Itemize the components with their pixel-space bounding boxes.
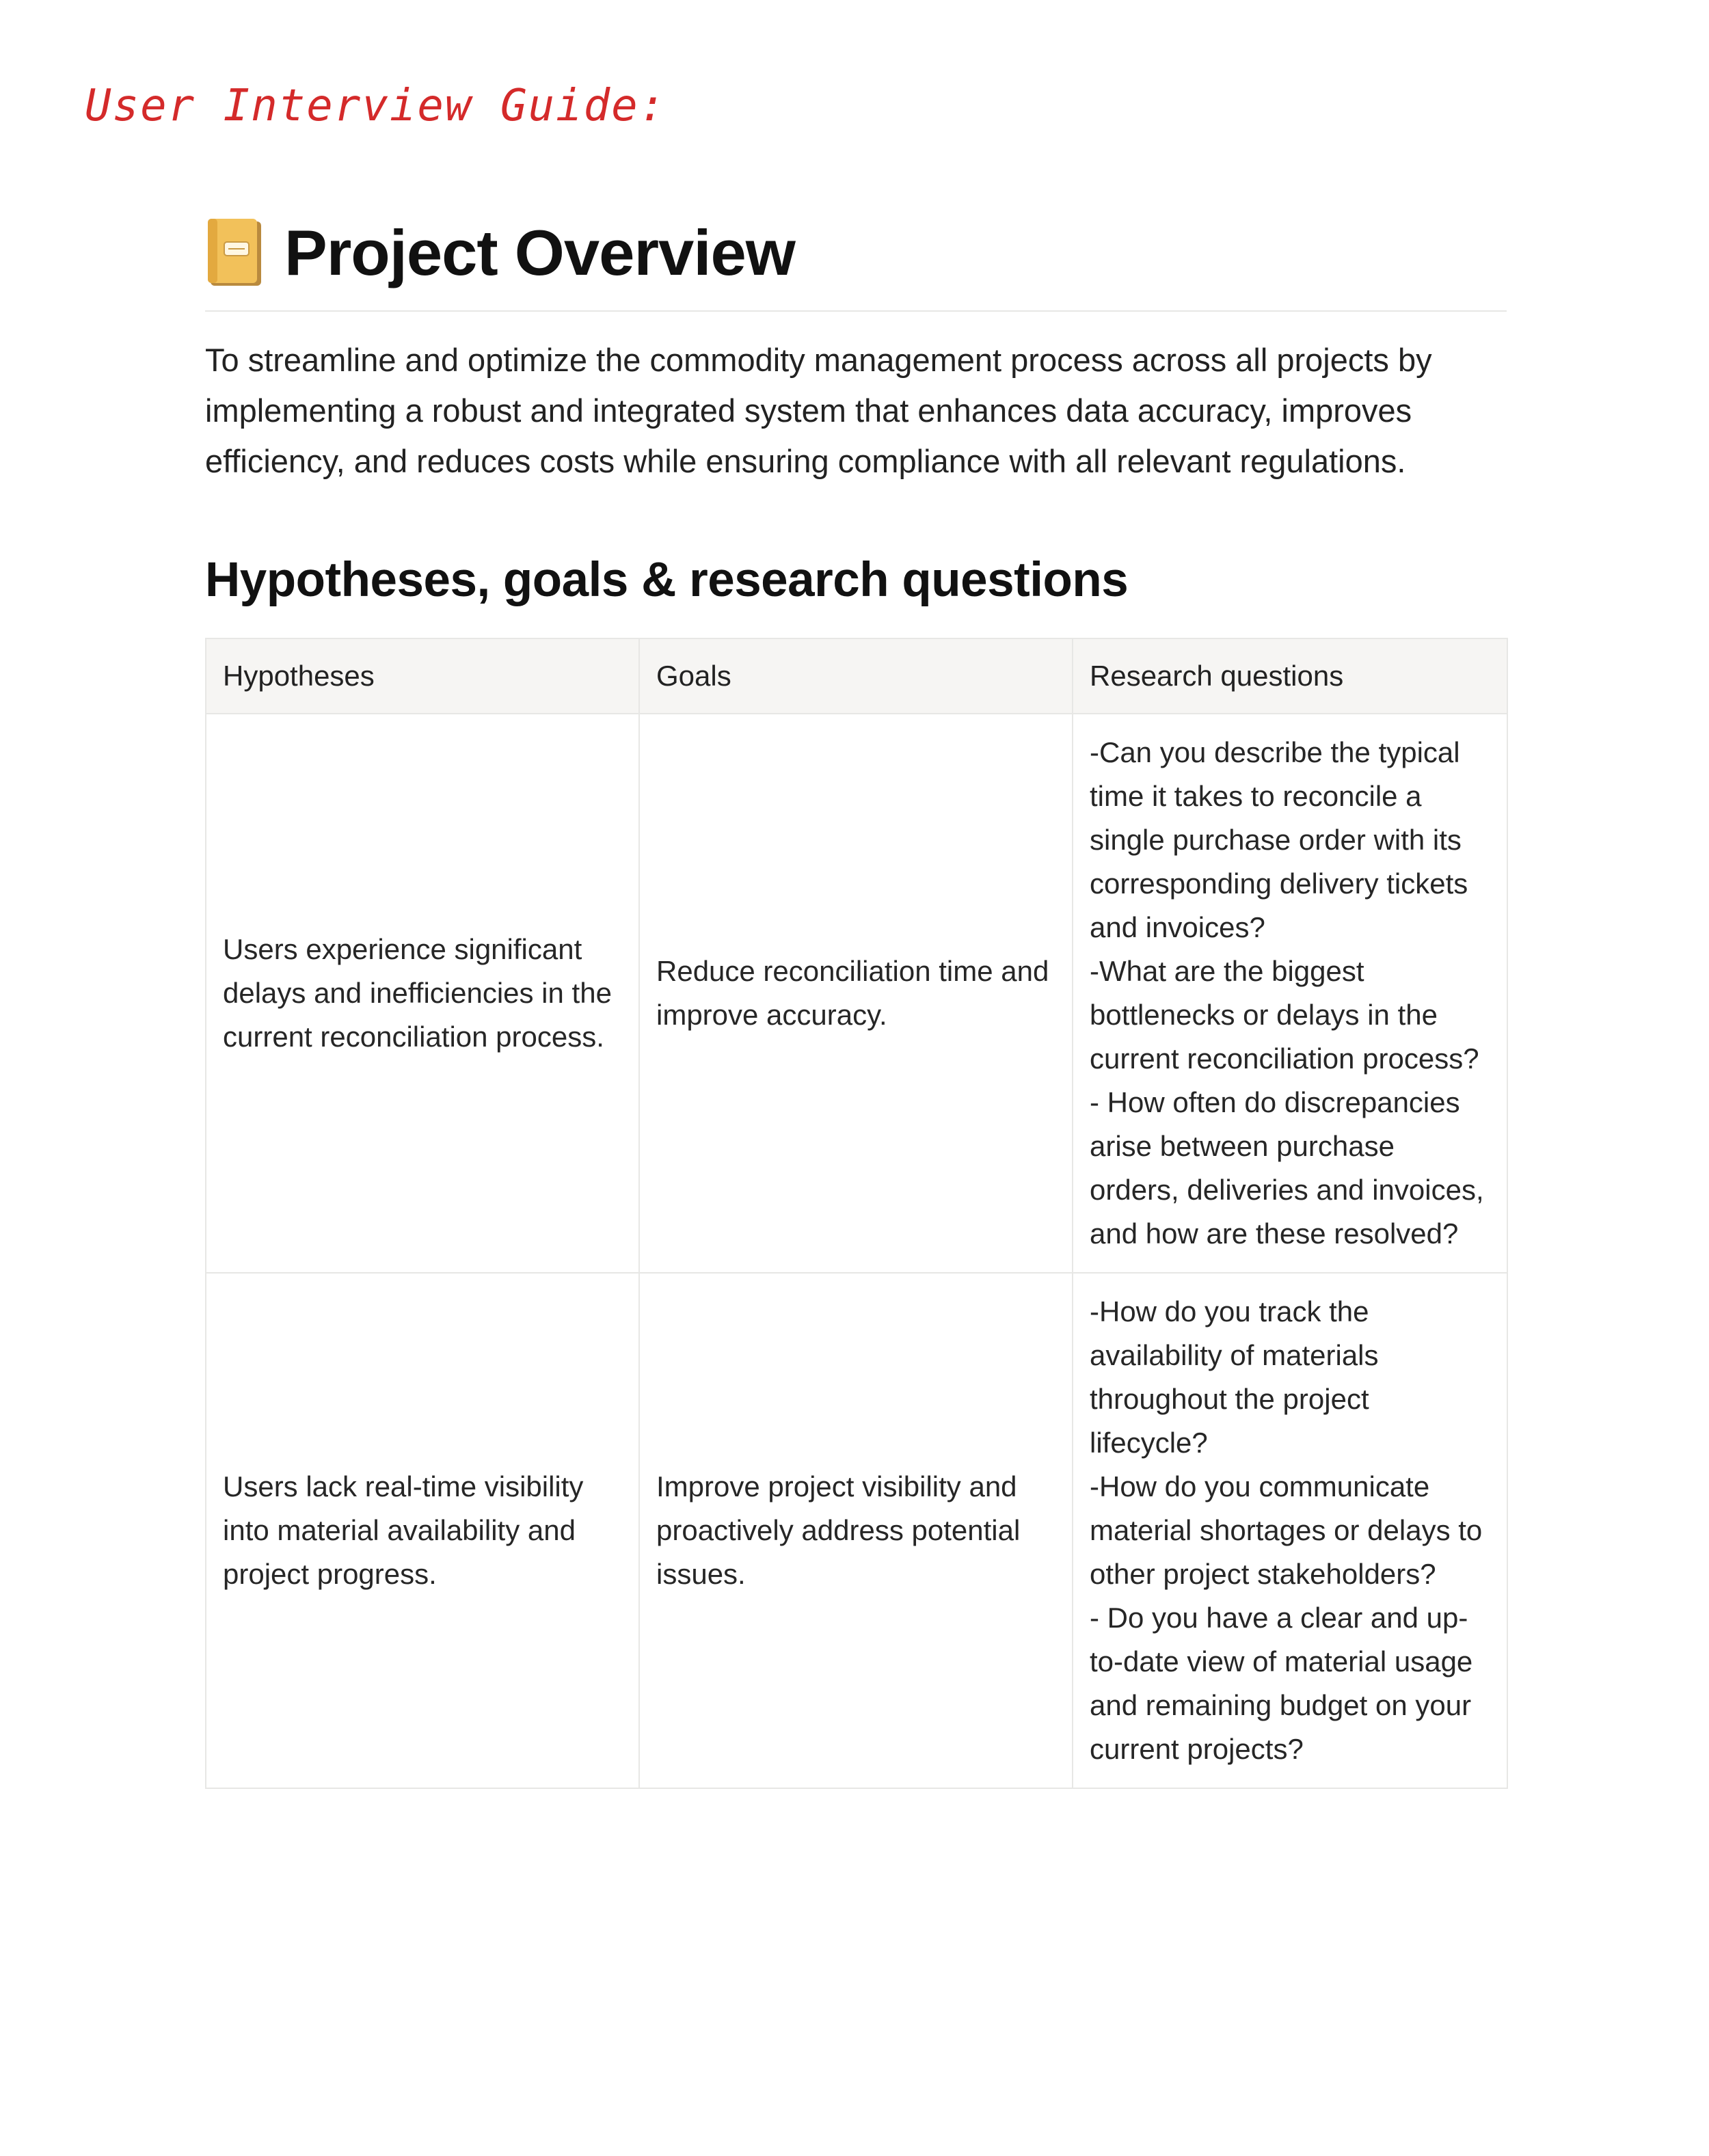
- section-heading: Hypotheses, goals & research questions: [205, 553, 1129, 607]
- research-questions-cell: [1073, 714, 1507, 1273]
- research-questions-cell: [1073, 1273, 1507, 1788]
- goal-cell: Improve project visibility and proactively address potential issues.: [639, 1273, 1073, 1788]
- book-icon: [205, 217, 264, 288]
- document-page: [205, 212, 1507, 1789]
- research-question: -How do you track the availability of materials throughout the project lifecycle?: [1090, 1295, 1379, 1459]
- column-header-goals: Goals: [639, 638, 1073, 714]
- page-title: Project Overview: [284, 217, 795, 288]
- research-question: -What are the biggest bottlenecks or delays in the current reconciliation process?: [1090, 955, 1479, 1075]
- table-row: [206, 1273, 1507, 1788]
- research-question: -How do you communicate material shortages or delays to other project stakeholders?: [1090, 1470, 1483, 1590]
- goal-cell: Reduce reconciliation time and improve accuracy.: [639, 714, 1073, 1273]
- hypothesis-cell: Users experience significant delays and inefficiencies in the current reconciliation process.: [206, 714, 639, 1273]
- project-description: To streamline and optimize the commodity management process across all projects by implementing a robust and integrated system that enhances data accuracy, improves efficiency, and reduces costs while ensuring compliance with all relevant regulations.: [205, 342, 1432, 479]
- research-question: -Can you describe the typical time it takes to reconcile a single purchase order with its corresponding delivery tickets and invoices?: [1090, 736, 1468, 943]
- table-row: [206, 714, 1507, 1273]
- research-question: - How often do discrepancies arise between purchase orders, deliveries and invoices, and how are these resolved?: [1090, 1086, 1484, 1250]
- column-header-research-questions: Research questions: [1073, 638, 1507, 714]
- title-row: [205, 212, 1507, 312]
- hypothesis-cell: Users lack real-time visibility into material availability and project progress.: [206, 1273, 639, 1788]
- column-header-hypotheses: Hypotheses: [206, 638, 639, 714]
- table-header-row: [206, 638, 1507, 714]
- research-question: - Do you have a clear and up-to-date view of material usage and remaining budget on your current projects?: [1090, 1602, 1473, 1765]
- handwritten-annotation: User Interview Guide:: [85, 81, 667, 131]
- research-table: [205, 638, 1508, 1789]
